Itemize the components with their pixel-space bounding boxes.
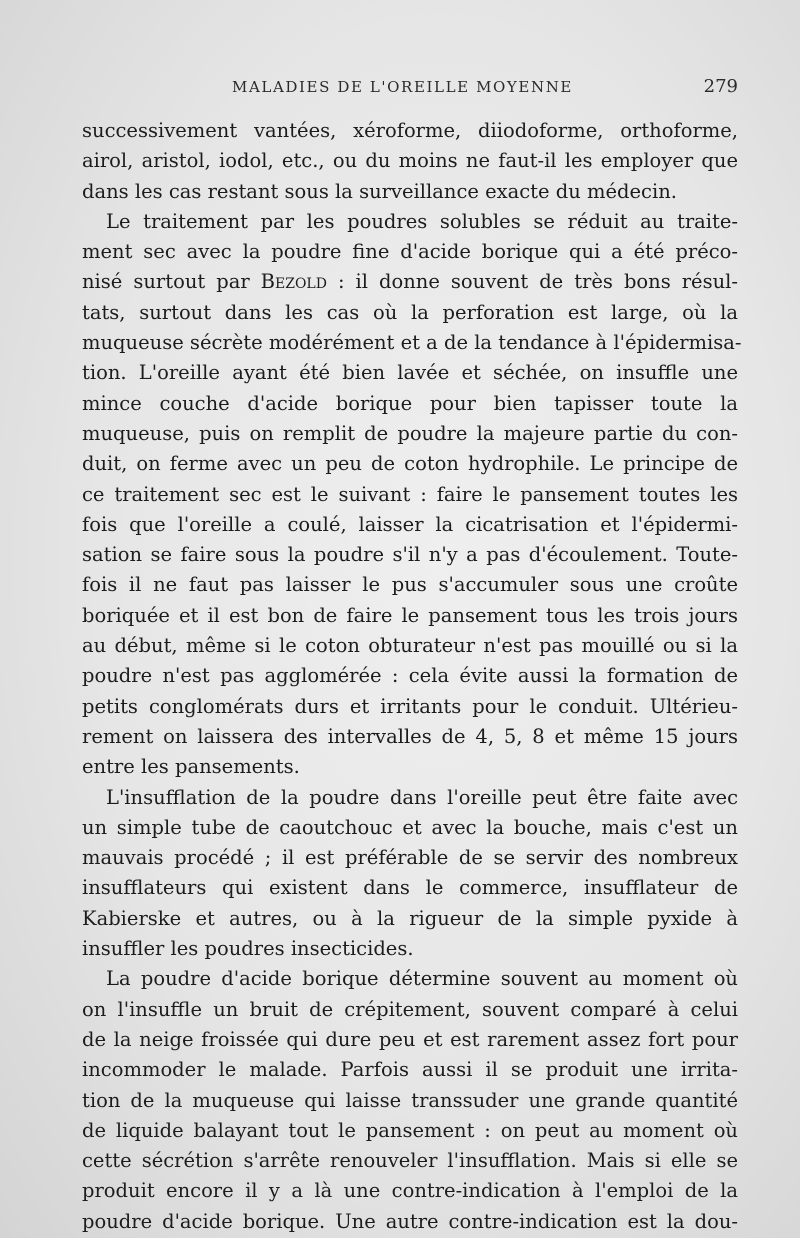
text-line: rement on laissera des intervalles de 4, 5, 8 et même 15 jours — [82, 724, 738, 748]
page-number: 279 — [703, 76, 738, 97]
text-line: mauvais procédé ; il est préférable de se servir des nombreux — [82, 846, 738, 870]
text-line: Kabierske et autres, ou à la rigueur de la simple pyxide à — [82, 906, 738, 930]
text-line: ce traitement sec est le suivant : faire le pansement toutes les — [82, 482, 738, 506]
text-line: La poudre d'acide borique détermine souvent au moment où — [106, 967, 738, 991]
text-line: de liquide balayant tout le pansement : on peut au moment où — [82, 1118, 738, 1142]
text-line: un simple tube de caoutchouc et avec la bouche, mais c'est un — [82, 815, 738, 839]
text-line: tion de la muqueuse qui laisse transsuder une grande quantité — [82, 1088, 738, 1112]
text-line: muqueuse, puis on remplit de poudre la majeure partie du con- — [82, 421, 738, 445]
text-line: ment sec avec la poudre fine d'acide borique qui a été préco- — [82, 240, 738, 264]
text-fragment: : il donne souvent de très bons résul- — [326, 270, 738, 294]
text-line: cette sécrétion s'arrête renouveler l'insufflation. Mais si elle se — [82, 1149, 738, 1173]
text-line: fois il ne faut pas laisser le pus s'accumuler sous une croûte — [82, 573, 738, 597]
text-line — [82, 267, 738, 297]
text-line: insufflateurs qui existent dans le commerce, insufflateur de — [82, 876, 738, 900]
text-line: L'insufflation de la poudre dans l'oreille peut être faite avec — [106, 785, 738, 809]
text-line: airol, aristol, iodol, etc., ou du moins ne faut-il les employer que — [82, 149, 738, 173]
text-line: sation se faire sous la poudre s'il n'y a pas d'écoulement. Toute- — [82, 543, 738, 567]
text-line: Le traitement par les poudres solubles se réduit au traite- — [106, 209, 738, 233]
text-line: mince couche d'acide borique pour bien tapisser toute la — [82, 391, 738, 415]
text-line: produit encore il y a là une contre-indication à l'emploi de la — [82, 1179, 738, 1203]
text-line: boriquée et il est bon de faire le pansement tous les trois jours — [82, 603, 738, 627]
text-line: petits conglomérats durs et irritants pour le conduit. Ultérieu- — [82, 694, 738, 718]
text-line: entre les pansements. — [82, 755, 300, 779]
page-header — [82, 74, 738, 104]
text-line: tats, surtout dans les cas où la perforation est large, où la — [82, 300, 738, 324]
text-line: duit, on ferme avec un peu de coton hydrophile. Le principe de — [82, 452, 738, 476]
text-line: fois que l'oreille a coulé, laisser la cicatrisation et l'épidermi- — [82, 512, 738, 536]
text-line: tion. L'oreille ayant été bien lavée et séchée, on insuffle une — [82, 361, 738, 385]
text-line: incommoder le malade. Parfois aussi il se produit une irrita- — [82, 1058, 738, 1082]
text-line: de la neige froissée qui dure peu et est rarement assez fort pour — [82, 1027, 738, 1051]
author-name: Bezold — [260, 270, 327, 294]
text-line: successivement vantées, xéroforme, diiodoforme, orthoforme, — [82, 119, 738, 142]
text-fragment: nisé surtout par — [82, 270, 261, 294]
text-body — [82, 116, 742, 1237]
text-line: poudre n'est pas agglomérée : cela évite aussi la formation de — [82, 664, 738, 688]
text-line: insuffler les poudres insecticides. — [82, 937, 414, 961]
text-line: dans les cas restant sous la surveillance exacte du médecin. — [82, 179, 677, 203]
text-line: on l'insuffle un bruit de crépitement, souvent comparé à celui — [82, 997, 738, 1021]
text-line: poudre d'acide borique. Une autre contre-indication est la dou- — [82, 1209, 738, 1233]
text-line: au début, même si le coton obturateur n'est pas mouillé ou si la — [82, 634, 738, 658]
running-title: MALADIES DE L'OREILLE MOYENNE — [232, 78, 573, 96]
text-line: muqueuse sécrète modérément et a de la tendance à l'épidermisa- — [82, 331, 742, 355]
